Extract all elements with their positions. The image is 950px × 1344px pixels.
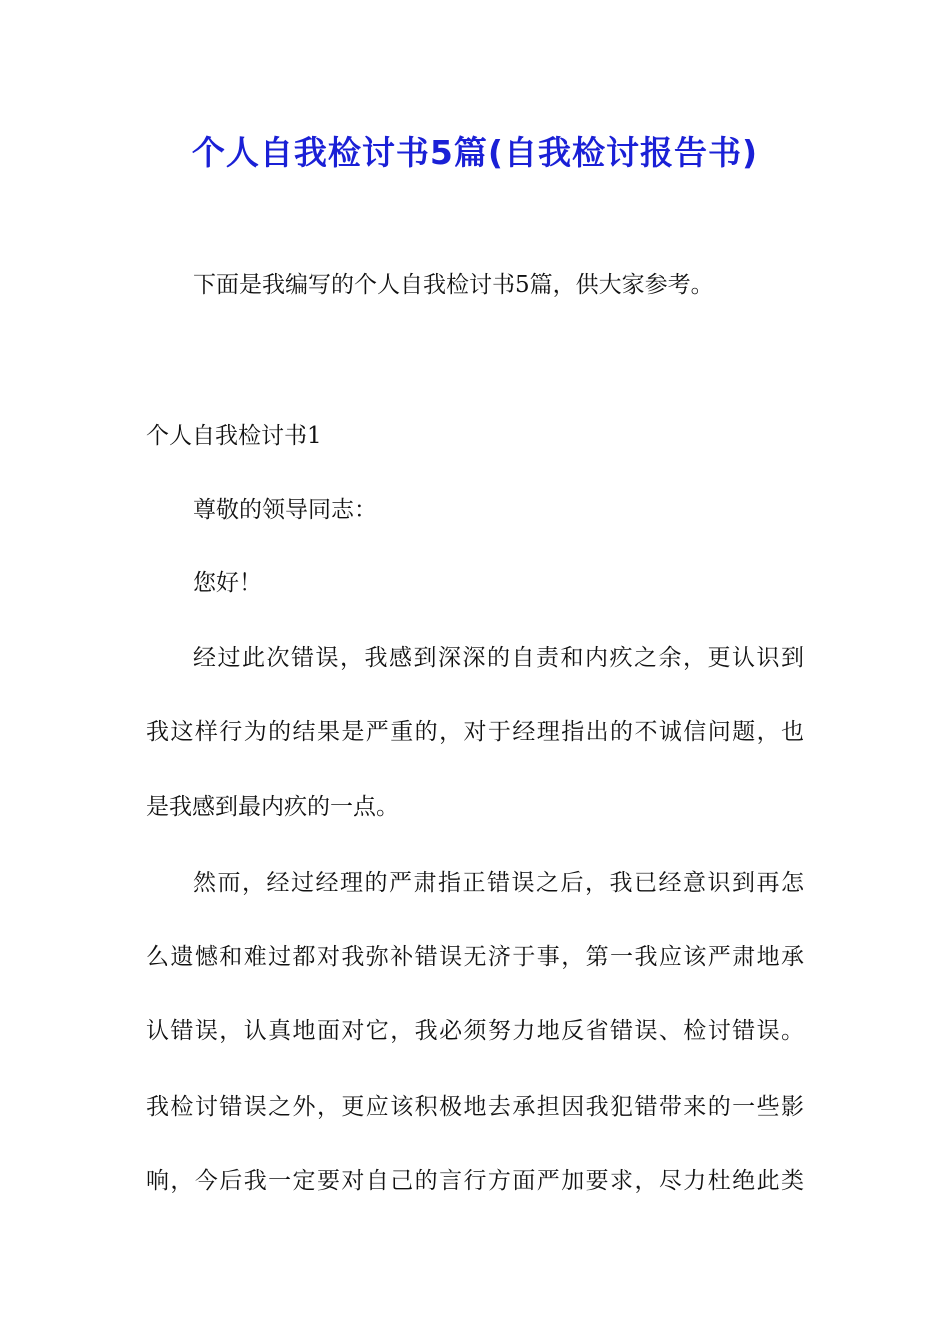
greeting: 您好！ xyxy=(193,570,262,596)
body-line: 认错误，认真地面对它，我必须努力地反省错误、检讨错误。 xyxy=(146,1018,804,1044)
salutation: 尊敬的领导同志： xyxy=(193,497,377,523)
body-line: 么遗憾和难过都对我弥补错误无济于事，第一我应该严肃地承 xyxy=(146,944,804,970)
document-title: 个人自我检讨书5篇(自我检讨报告书) xyxy=(191,133,759,172)
body-line: 是我感到最内疚的一点。 xyxy=(146,794,399,820)
body-line: 然而，经过经理的严肃指正错误之后，我已经意识到再怎 xyxy=(193,870,804,896)
body-line: 我这样行为的结果是严重的，对于经理指出的不诚信问题，也 xyxy=(146,719,804,745)
body-line: 经过此次错误，我感到深深的自责和内疚之余，更认识到 xyxy=(193,645,804,671)
body-line: 响，今后我一定要对自己的言行方面严加要求，尽力杜绝此类 xyxy=(146,1168,804,1194)
section-heading: 个人自我检讨书1 xyxy=(146,423,322,449)
body-line: 我检讨错误之外，更应该积极地去承担因我犯错带来的一些影 xyxy=(146,1094,804,1120)
intro-paragraph: 下面是我编写的个人自我检讨书5篇，供大家参考。 xyxy=(193,272,714,298)
